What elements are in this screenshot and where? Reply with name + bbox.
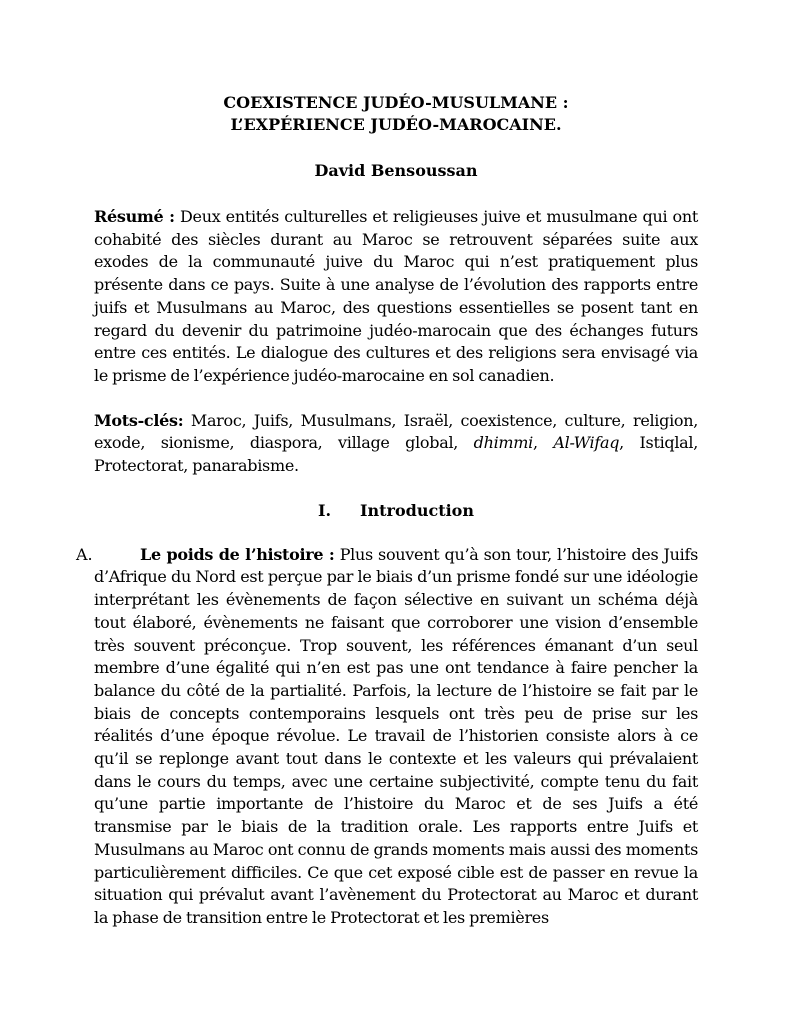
- subsection-label: Le poids de l’histoire :: [140, 544, 335, 564]
- keyword-al-wifaq: Al-Wifaq: [553, 433, 620, 453]
- keywords-label: Mots-clés:: [94, 410, 184, 430]
- keywords-text-end: , Istiqlal, Protectorat, panarabisme.: [94, 433, 699, 476]
- keywords: [94, 410, 698, 478]
- title-line-1: COEXISTENCE JUDÉO-MUSULMANE :: [223, 93, 569, 112]
- subsection: [76, 544, 698, 930]
- author-name: David Bensoussan: [314, 161, 478, 180]
- abstract-label: Résumé :: [94, 207, 175, 226]
- subsection-paragraph: [94, 544, 698, 930]
- document-title: [94, 92, 698, 136]
- section-number: I.: [318, 500, 332, 520]
- document-page: [76, 92, 699, 930]
- section-title: Introduction: [360, 500, 474, 520]
- keyword-dhimmi: dhimmi: [473, 433, 533, 453]
- section-heading: [94, 500, 698, 522]
- subsection-text: Plus souvent qu’à son tour, l’histoire des Juifs d’Afrique du Nord est perçue par le biais d’un prisme fondé sur une idéologie interprétant les évènements de façon sélective en suivant un schéma déjà tout élaboré, évènements ne faisant que corroborer une vision d’ensemble très souvent préconçue. Trop souvent, les références émanant d’un seul membre d’une égalité qui n’en est pas une ont tendance à faire pencher la balance du côté de la partialité. Parfois, la lecture de l’histoire se fait par le biais de concepts contemporains lesquels ont très peu de prise sur les réalités d’une époque révolue. Le travail de l’historien consiste alors à ce qu’il se replonge avant tout dans le contexte et les valeurs qui prévalaient dans le cours du temps, avec une certaine subjectivité, compte tenu du fait qu’une partie importante de l’histoire du Maroc et de ses Juifs a été transmise par le biais de la tradition orale. Les rapports entre Juifs et Musulmans au Maroc ont connu de grands moments mais aussi des moments particulièrement difficiles. Ce que cet exposé cible est de passer en revue la situation qui prévalut avant l’avènement du Protectorat au Maroc et durant la phase de transition entre le Protectorat et les premières: [94, 544, 698, 927]
- subsection-letter: A.: [76, 544, 93, 564]
- title-line-2: L’EXPÉRIENCE JUDÉO-MAROCAINE.: [230, 115, 562, 134]
- keywords-text: Maroc, Juifs, Musulmans, Israël, coexistence, culture, religion, exode, sionisme, diaspora, village global,: [94, 410, 699, 453]
- keywords-separator: ,: [532, 433, 538, 453]
- abstract-text: Deux entités culturelles et religieuses juive et musulmane qui ont cohabité des siècles durant au Maroc se retrouvent séparées suite aux exodes de la communauté juive du Maroc qui n’est pratiquement plus présente dans ce pays. Suite à une analyse de l’évolution des rapports entre juifs et Musulmans au Maroc, des questions essentielles se posent tant en regard du devenir du patrimoine judéo-marocain que des échanges futurs entre ces entités. Le dialogue des cultures et des religions sera envisagé via le prisme de l’expérience judéo-marocaine en sol canadien.: [94, 207, 698, 385]
- abstract: [94, 206, 698, 388]
